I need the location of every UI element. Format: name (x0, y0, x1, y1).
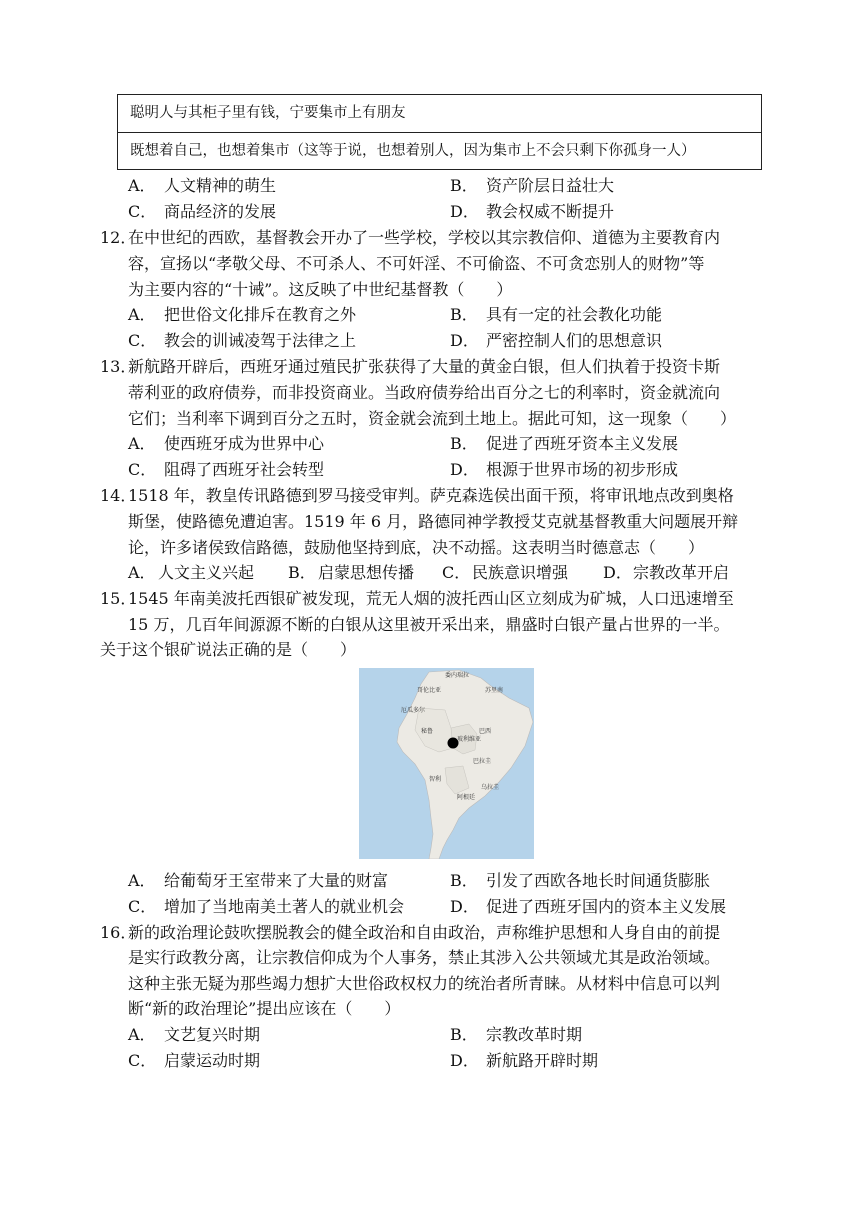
q12-option-a: A． 把世俗文化排斥在教育之外 (128, 305, 357, 324)
map-label: 秘鲁 (421, 728, 434, 735)
question-number: 16． (100, 923, 137, 942)
question-text: 是实行政教分离，让宗教信仰成为个人事务，禁止其涉入公共领域尤其是政治领域。 (128, 948, 721, 967)
question-text: 断“新的政治理论”提出应该在（ ） (128, 999, 401, 1018)
question-number: 14． (100, 486, 137, 505)
map-label: 阿根廷 (457, 794, 476, 801)
question-text: 新航路开辟后，西班牙通过殖民扩张获得了大量的黄金白银，但人们执着于投资卡斯 (128, 357, 721, 376)
q15-option-a: A． 给葡萄牙王室带来了大量的财富 (128, 871, 389, 890)
question-text: 蒂利亚的政府债券，而非投资商业。当政府债券给出百分之七的利率时，资金就流向 (128, 383, 721, 402)
question-text: 新的政治理论鼓吹摆脱教会的健全政治和自由政治，声称维护思想和人身自由的前提 (128, 923, 721, 942)
question-text: 在中世纪的西欧，基督教会开办了一些学校，学校以其宗教信仰、道德为主要教育内 (128, 228, 721, 247)
map-label: 玻利维亚 (457, 736, 482, 743)
q13-option-c: C． 阻碍了西班牙社会转型 (128, 460, 325, 479)
q12-option-c: C． 教会的训诫凌驾于法律之上 (128, 331, 357, 350)
q16-option-b: B． 宗教改革时期 (450, 1025, 583, 1044)
q11-option-b: B． 资产阶层日益壮大 (450, 176, 615, 195)
q16-option-d: D． 新航路开辟时期 (450, 1051, 599, 1070)
material-table (117, 94, 762, 170)
question-text: 为主要内容的“十诫”。这反映了中世纪基督教（ ） (128, 280, 513, 299)
q11-option-d: D． 教会权威不断提升 (450, 202, 615, 221)
question-text: 关于这个银矿说法正确的是（ ） (100, 640, 357, 659)
map-label: 乌拉圭 (481, 784, 500, 791)
south-america-map (359, 668, 534, 859)
map-label: 厄瓜多尔 (401, 707, 426, 714)
q13-option-b: B． 促进了西班牙资本主义发展 (450, 434, 679, 453)
map-label: 委内瑞拉 (445, 672, 470, 679)
q13-option-a: A． 使西班牙成为世界中心 (128, 434, 325, 453)
q14-option-c: C． 民族意识增强 (442, 563, 569, 582)
q16-option-a: A． 文艺复兴时期 (128, 1025, 261, 1044)
question-number: 13． (100, 357, 137, 376)
question-text: 它们；当利率下调到百分之五时，资金就会流到土地上。据此可知，这一现象（ ） (128, 409, 737, 428)
q15-option-d: D． 促进了西班牙国内的资本主义发展 (450, 897, 727, 916)
map-label: 巴西 (479, 728, 492, 735)
q11-option-a: A． 人文精神的萌生 (128, 176, 277, 195)
q14-option-a: A． 人文主义兴起 (128, 563, 255, 582)
q16-option-c: C． 启蒙运动时期 (128, 1051, 261, 1070)
question-text: 这种主张无疑为那些竭力想扩大世俗政权权力的统治者所青睐。从材料中信息可以判 (128, 974, 721, 993)
q12-option-d: D． 严密控制人们的思想意识 (450, 331, 663, 350)
map-label: 巴拉圭 (473, 758, 492, 765)
q15-option-c: C． 增加了当地南美土著人的就业机会 (128, 897, 405, 916)
q14-option-d: D．宗教改革开启 (603, 563, 730, 582)
table-row: 既想着自己，也想着集市（这等于说，也想着别人，因为集市上不会只剩下你孤身一人） (130, 143, 696, 159)
question-text: 论，许多诸侯致信路德，鼓励他坚持到底，决不动摇。这表明当时德意志（ ） (128, 538, 705, 557)
q11-option-c: C． 商品经济的发展 (128, 202, 277, 221)
map-label: 苏里南 (485, 687, 504, 694)
question-text: 容，宣扬以“孝敬父母、不可杀人、不可奸淫、不可偷盗、不可贪恋别人的财物”等 (128, 254, 705, 273)
map-graphic (359, 668, 534, 859)
question-text: 斯堡，使路德免遭迫害。1519 年 6 月，路德同神学教授艾克就基督教重大问题展开辩 (128, 512, 739, 531)
map-label: 智利 (429, 776, 442, 783)
question-text: 1545 年南美波托西银矿被发现，荒无人烟的波托西山区立刻成为矿城，人口迅速增至 (128, 589, 734, 608)
question-text: 1518 年，教皇传讯路德到罗马接受审判。萨克森选侯出面干预，将审讯地点改到奥格 (128, 486, 734, 505)
q15-option-b: B． 引发了西欧各地长时间通货膨胀 (450, 871, 711, 890)
table-row: 聪明人与其柜子里有钱，宁要集市上有朋友 (118, 95, 761, 133)
question-number: 15． (100, 589, 137, 608)
map-label: 哥伦比亚 (417, 687, 442, 694)
q12-option-b: B． 具有一定的社会教化功能 (450, 305, 663, 324)
question-number: 12． (100, 228, 137, 247)
q14-option-b: B． 启蒙思想传播 (288, 563, 415, 582)
question-text: 15 万，几百年间源源不断的白银从这里被开采出来，鼎盛时白银产量占世界的一半。 (128, 615, 730, 634)
q13-option-d: D． 根源于世界市场的初步形成 (450, 460, 679, 479)
